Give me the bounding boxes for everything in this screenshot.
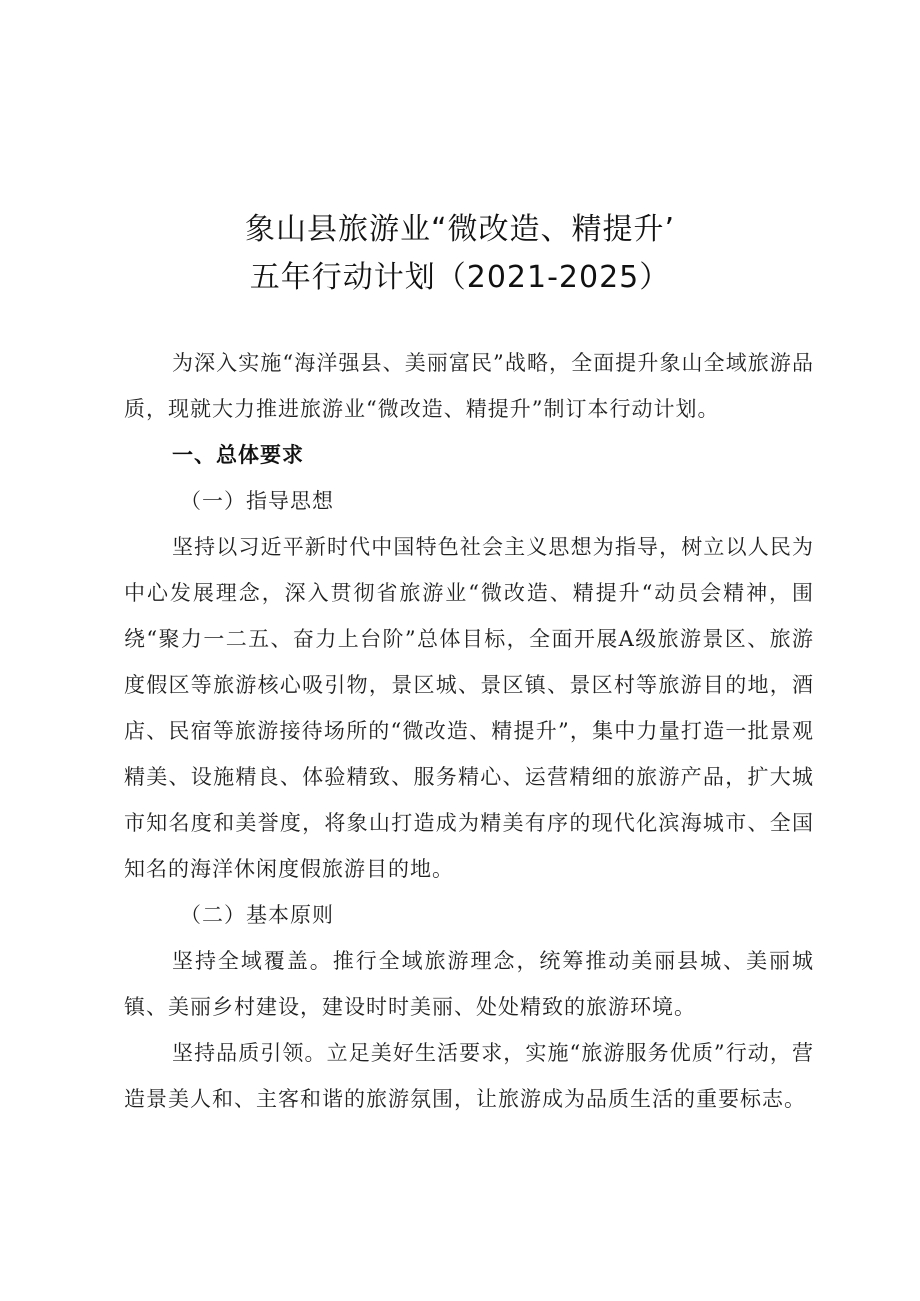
principle-paragraph-full-coverage: 坚持全域覆盖。推行全域旅游理念，统筹推动美丽县城、美丽城镇、美丽乡村建设，建设时时美丽、处处精致的旅游环境。 [124, 949, 814, 1019]
document-title [0, 206, 920, 302]
intro-paragraph: 为深入实施“海洋强县、美丽富民”战略，全面提升象山全域旅游品质，现就大力推进旅游业“微改造、精提升”制订本行动计划。 [124, 351, 814, 421]
document-body [124, 340, 814, 1122]
guiding-ideology-paragraph: 坚持以习近平新时代中国特色社会主义思想为指导，树立以人民为中心发展理念，深入贯彻省旅游业“微改造、精提升“动员会精神，围绕“聚力一二五、奋力上台阶”总体目标，全面开展A级旅游景区、旅游度假区等旅游核心吸引物，景区城、景区镇、景区村等旅游目的地，酒店、民宿等旅游接待场所的“微改造、精提升”，集中力量打造一批景观精美、设施精良、体验精致、服务精心、运营精细的旅游产品，扩大城市知名度和美誉度，将象山打造成为精美有序的现代化滨海城市、全国知名的海洋休闲度假旅游目的地。 [124, 535, 814, 881]
title-line-1: 象山县旅游业“微改造、精提升’ [244, 212, 676, 247]
subsection-heading-guiding-ideology: （一）指导思想 [180, 489, 334, 513]
principle-paragraph-quality-leadership: 坚持品质引领。立足美好生活要求，实施“旅游服务优质”行动，营造景美人和、主客和谐的旅游氛围，让旅游成为品质生活的重要标志。 [124, 1041, 814, 1111]
title-line-2: 五年行动计划（2021-2025） [249, 260, 671, 295]
subsection-heading-basic-principles: （二）基本原则 [180, 903, 334, 927]
section-heading-general-requirements: 一、总体要求 [172, 443, 304, 467]
